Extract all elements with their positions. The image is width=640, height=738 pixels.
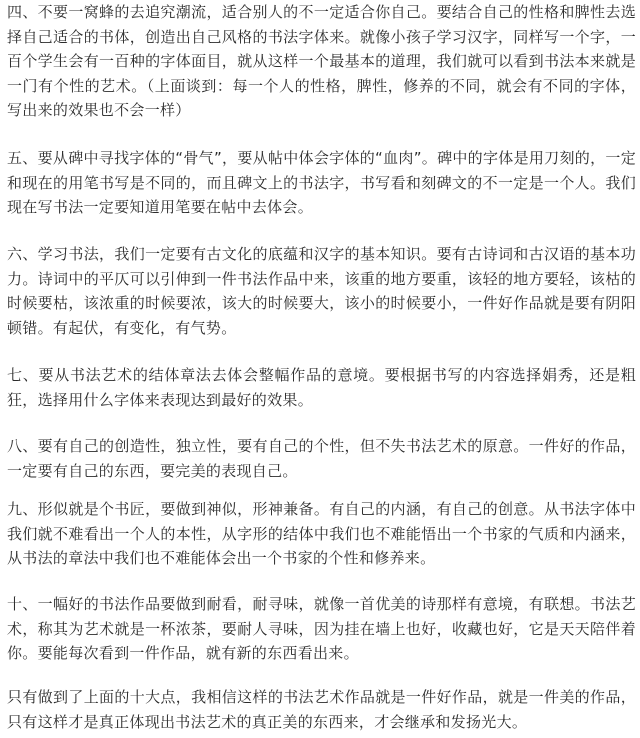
paragraph-point-9: 九、形似就是个书匠，要做到神似，形神兼备。有自己的内涵，有自己的创意。从书法字体中我们就不难看出一个人的本性，从字形的结体中我们也不难能悟出一个书家的气质和内涵来，从书法的章法中我们也不难能体会出一个书家的个性和修养来。 <box>7 500 636 568</box>
paragraph-point-6: 六、学习书法，我们一定要有古文化的底蕴和汉字的基本知识。要有古诗词和古汉语的基本功力。诗词中的平仄可以引伸到一件书法作品中来，该重的地方要重，该轻的地方要轻，该枯的时候要枯，该浓重的时候要浓，该大的时候要大，该小的时候要小，一件好作品就是要有阴阳顿错。有起伏，有变化，有气势。 <box>7 245 636 337</box>
paragraph-point-10: 十、一幅好的书法作品要做到耐看，耐寻味，就像一首优美的诗那样有意境，有联想。书法艺术，称其为艺术就是一杯浓茶，要耐人寻味，因为挂在墙上也好，收藏也好，它是天天陪伴着你。要能每次看到一件作品，就有新的东西看出来。 <box>7 595 636 663</box>
paragraph-conclusion: 只有做到了上面的十大点，我相信这样的书法艺术作品就是一件好作品，就是一件美的作品，只有这样才是真正体现出书法艺术的真正美的东西来，才会继承和发扬光大。 <box>7 688 636 731</box>
paragraph-point-4: 四、不要一窝蜂的去追究潮流，适合别人的不一定适合你自己。要结合自己的性格和脾性去选择自己适合的书体，创造出自己风格的书法字体来。就像小孩子学习汉字，同样写一个字，一百个学生会有一百种的字体面目，就从这样一个最基本的道理，我们就可以看到书法本来就是一门有个性的艺术。（上面谈到：每一个人的性格，脾性，修养的不同，就会有不同的字体，写出来的效果也不会一样） <box>7 3 636 120</box>
paragraph-point-8: 八、要有自己的创造性，独立性，要有自己的个性，但不失书法艺术的原意。一件好的作品，一定要有自己的东西，要完美的表现自己。 <box>7 437 636 480</box>
paragraph-point-7: 七、要从书法艺术的结体章法去体会整幅作品的意境。要根据书写的内容选择娟秀，还是粗狂，选择用什么字体来表现达到最好的效果。 <box>7 366 636 409</box>
paragraph-point-5: 五、要从碑中寻找字体的“骨气”，要从帖中体会字体的“血肉”。碑中的字体是用刀刻的，一定和现在的用笔书写是不同的，而且碑文上的书法字，书写看和刻碑文的不一定是一个人。我们现在写书法一定要知道用笔要在帖中去体会。 <box>7 149 636 217</box>
